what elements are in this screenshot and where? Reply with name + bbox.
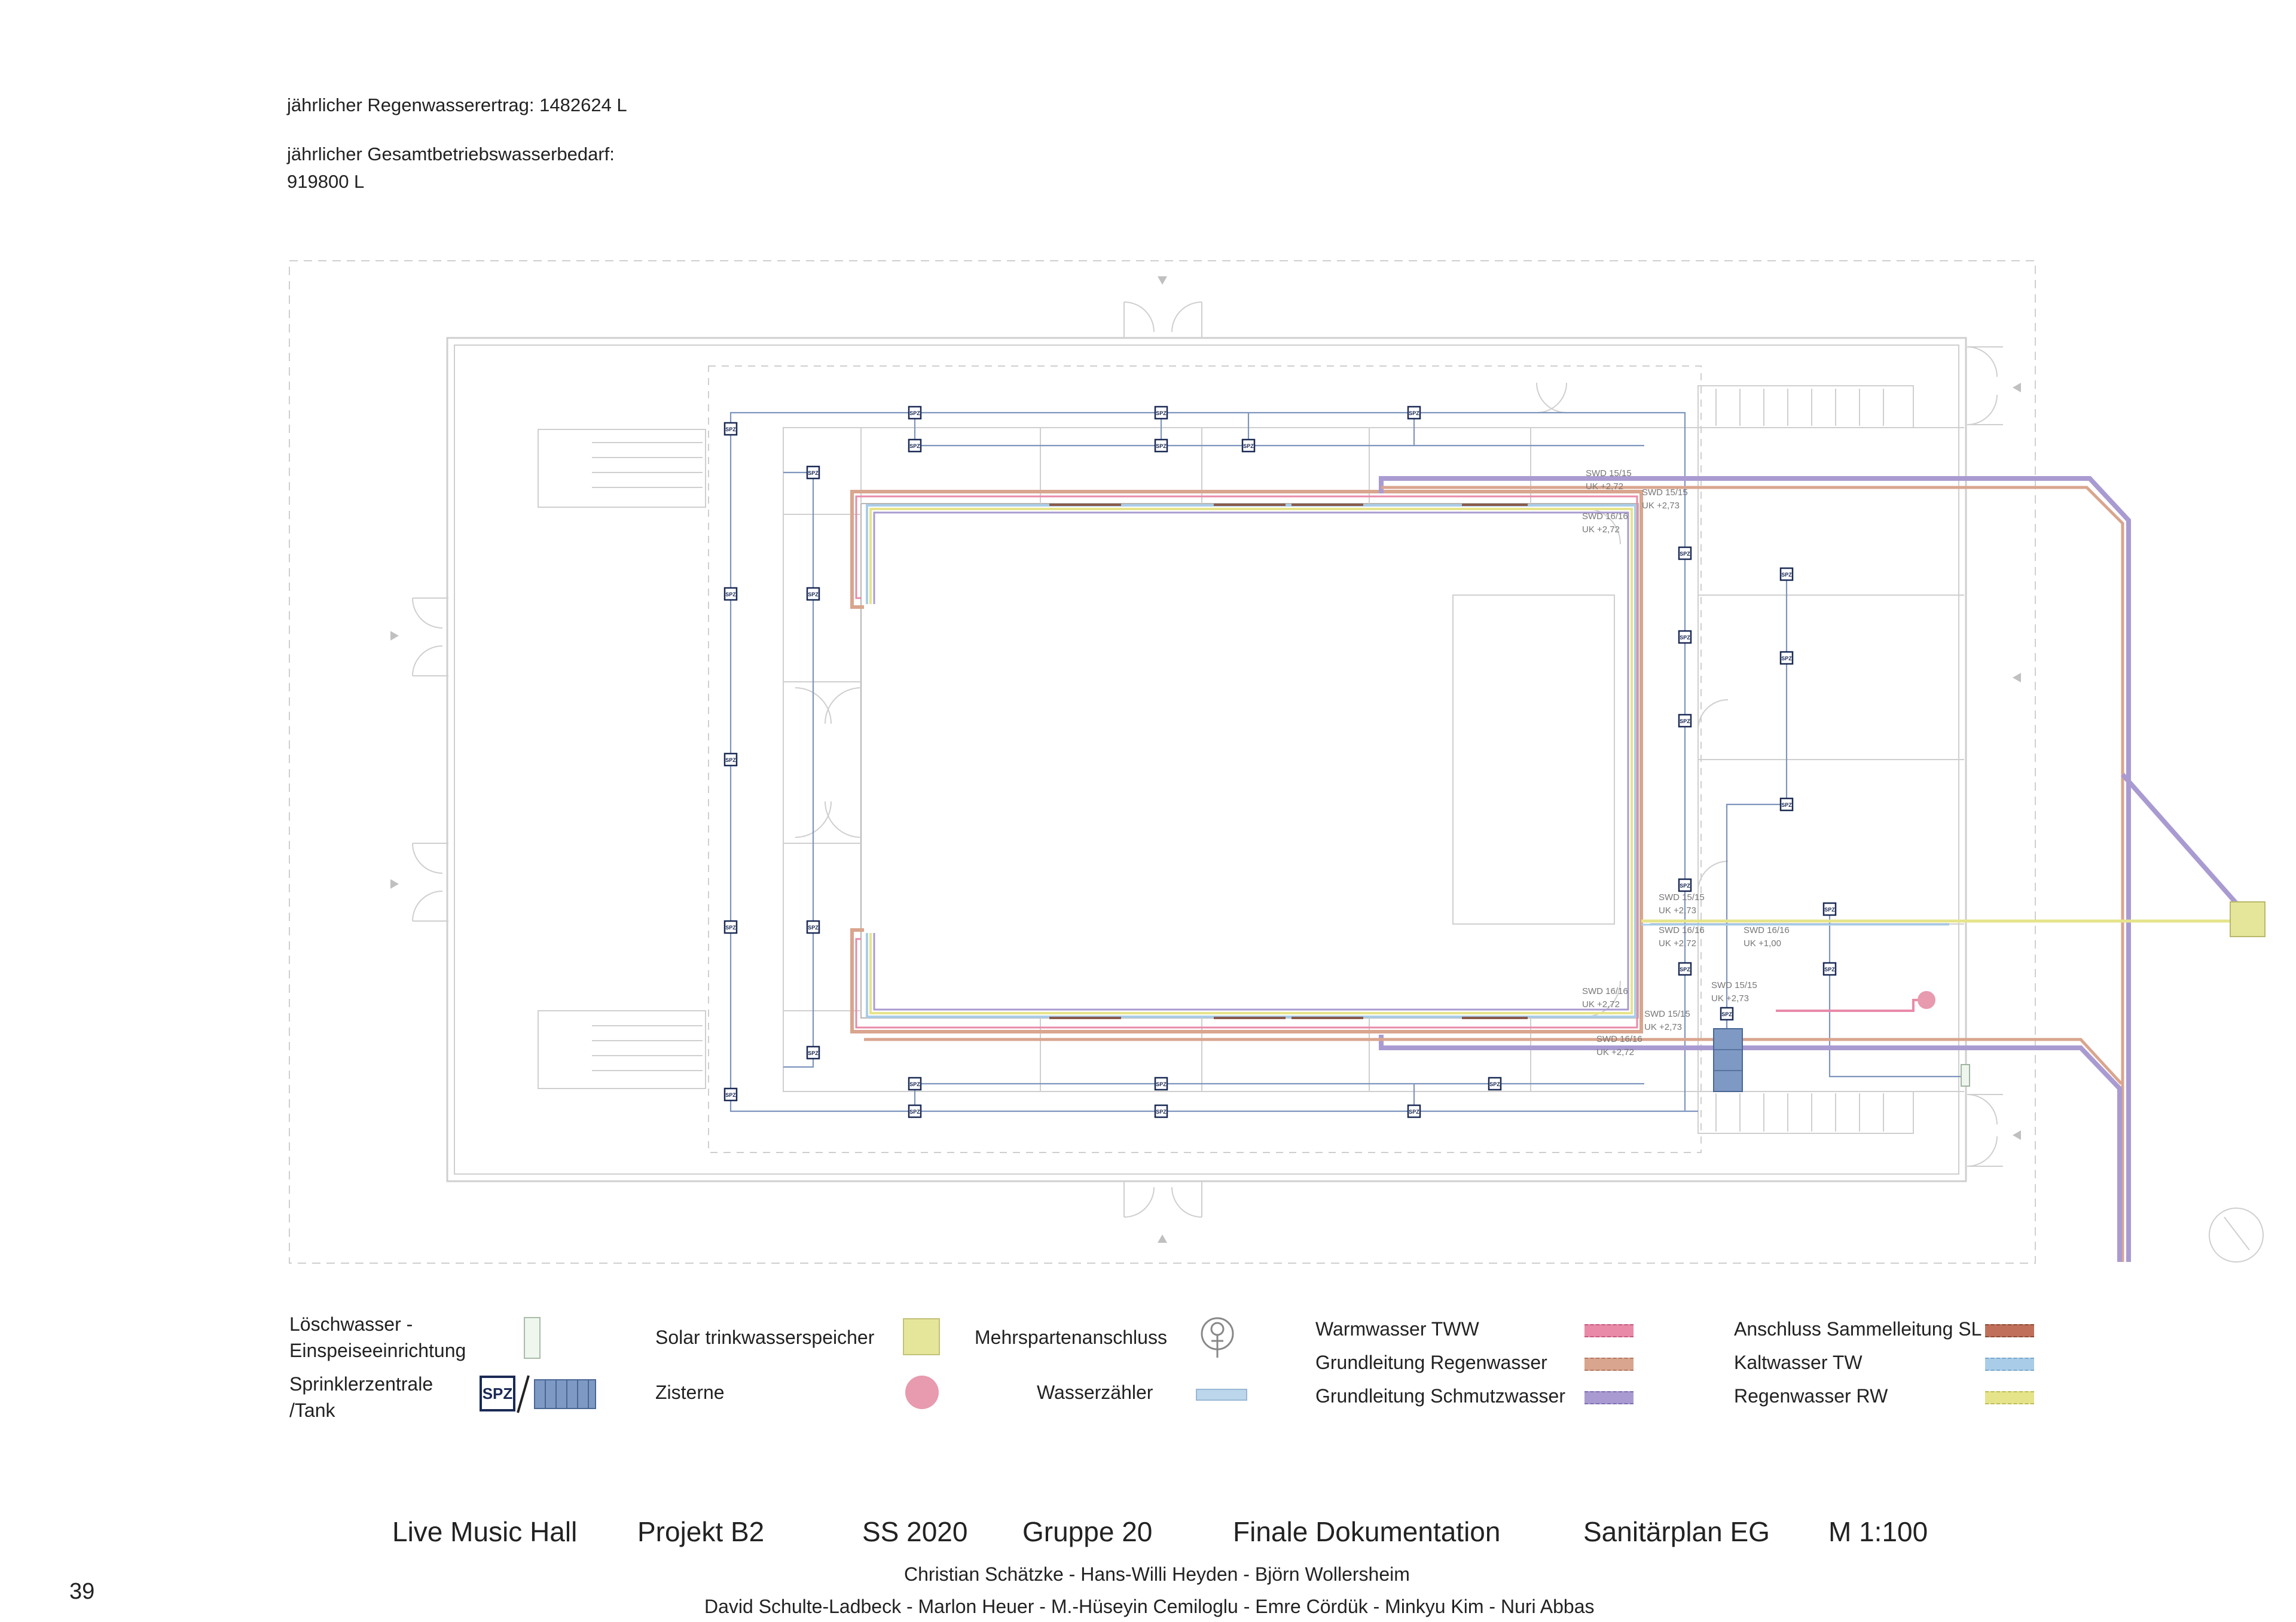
spz-marker-label: SPZ (1243, 443, 1254, 449)
demand-label: jährlicher Gesamtbetriebswasserbedarf: (287, 144, 615, 164)
legend-wasserzaehler: Wasserzähler (1037, 1382, 1153, 1403)
solar-swatch (903, 1318, 940, 1355)
legend-mehrsparten: Mehrspartenanschluss (975, 1327, 1167, 1348)
spz-marker-label: SPZ (1156, 443, 1167, 449)
warmwasser-swatch (1584, 1324, 1634, 1337)
corridor-outer (783, 428, 1698, 1092)
legend-warmwasser: Warmwasser TWW (1315, 1318, 1479, 1340)
sprinkler-tank-symbol (1714, 1029, 1742, 1092)
plan-name: Sanitärplan EG (1583, 1516, 1770, 1547)
water-meter-swatch (1196, 1389, 1247, 1401)
spz-marker-label: SPZ (725, 426, 736, 432)
schmutzwasser-swatch (1584, 1391, 1634, 1404)
pipe-label: SWD 15/15 (1586, 468, 1632, 478)
scale: M 1:100 (1828, 1516, 1928, 1547)
slash-divider (514, 1373, 532, 1415)
spz-marker-label: SPZ (1680, 635, 1690, 641)
demand-value: 919800 L (287, 171, 365, 192)
spz-marker-label: SPZ (1409, 410, 1419, 416)
legend-regenwasser-rw: Regenwasser RW (1734, 1385, 1888, 1407)
fire-water-inlet-symbol (1961, 1065, 1970, 1086)
spz-marker-label: SPZ (808, 925, 819, 931)
sammelleitung-swatch (1985, 1324, 2034, 1337)
spz-marker-label: SPZ (808, 470, 819, 476)
spz-marker-label: SPZ (1781, 655, 1792, 661)
regenwasser-rw-swatch (1985, 1391, 2034, 1404)
spz-marker-label: SPZ (1721, 1011, 1732, 1017)
pipe-label: UK +2,73 (1711, 993, 1749, 1004)
pipe-label: SWD 16/16 (1596, 1034, 1642, 1044)
legend-zisterne: Zisterne (655, 1382, 725, 1403)
page-number: 39 (69, 1579, 95, 1604)
spz-marker-label: SPZ (1824, 907, 1835, 913)
pipe-label: SWD 15/15 (1644, 1009, 1690, 1019)
spz-marker-label: SPZ (1156, 410, 1167, 416)
group: Gruppe 20 (1022, 1516, 1153, 1547)
stage (1453, 595, 1614, 924)
spz-marker-label: SPZ (1680, 967, 1690, 972)
pipe-label: UK +2,73 (1659, 905, 1696, 916)
project-name: Live Music Hall (392, 1516, 578, 1547)
spz-marker-label: SPZ (1781, 572, 1792, 578)
semester: SS 2020 (862, 1516, 968, 1547)
pipe-label: UK +2,73 (1644, 1022, 1682, 1032)
multi-utility-icon (1196, 1315, 1239, 1362)
spz-marker-label: SPZ (1409, 1109, 1419, 1115)
pipe-label: UK +2,72 (1586, 481, 1623, 492)
legend-solar: Solar trinkwasserspeicher (655, 1327, 875, 1348)
cistern-swatch (905, 1376, 939, 1409)
rain-yield-text: jährlicher Regenwasserertrag: 1482624 L (287, 94, 627, 115)
tutors: Christian Schätzke - Hans-Willi Heyden - Björn Wollersheim (904, 1563, 1410, 1585)
spz-marker-label: SPZ (1680, 551, 1690, 557)
cistern-symbol (1918, 991, 1935, 1009)
fire-water-inlet-swatch (524, 1317, 541, 1359)
spz-marker-label: SPZ (1156, 1081, 1167, 1087)
legend-regenwasser-grund: Grundleitung Regenwasser (1315, 1352, 1547, 1373)
spz-marker-label: SPZ (1680, 883, 1690, 889)
pipe-label: SWD 15/15 (1659, 892, 1705, 903)
pipe-label: UK +2,73 (1642, 501, 1680, 511)
spz-marker-label: SPZ (909, 410, 920, 416)
solar-storage-symbol (2230, 902, 2265, 937)
pipe-label: SWD 15/15 (1642, 487, 1688, 498)
legend-sprinkler-2: /Tank (289, 1400, 335, 1421)
legend-sprinkler-1: Sprinklerzentrale (289, 1373, 433, 1395)
hall-wall (861, 504, 1638, 1018)
spz-marker-label: SPZ (1156, 1109, 1167, 1115)
legend-kaltwasser: Kaltwasser TW (1734, 1352, 1863, 1373)
pipe-label: UK +1,00 (1744, 938, 1781, 949)
pipe-label: UK +2,72 (1596, 1047, 1634, 1057)
pipe-label: UK +2,72 (1582, 999, 1620, 1010)
spz-marker-label: SPZ (1824, 967, 1835, 972)
spz-marker-label: SPZ (725, 925, 736, 931)
spz-marker-label: SPZ (1489, 1081, 1500, 1087)
spz-marker-label: SPZ (1781, 802, 1792, 808)
pipe-label: UK +2,72 (1659, 938, 1696, 949)
pipe-label: SWD 16/16 (1659, 925, 1705, 935)
legend-schmutzwasser: Grundleitung Schmutzwasser (1315, 1385, 1565, 1407)
pipe-label: SWD 16/16 (1582, 511, 1628, 522)
spz-marker-label: SPZ (909, 443, 920, 449)
spz-marker-label: SPZ (808, 1050, 819, 1056)
project-code: Projekt B2 (637, 1516, 765, 1547)
sprinkler-tank-swatch (534, 1379, 596, 1409)
spz-marker-label: SPZ (1680, 718, 1690, 724)
inner-zone (709, 366, 1701, 1153)
pipe-label: SWD 16/16 (1744, 925, 1790, 935)
kaltwasser-swatch (1985, 1358, 2034, 1371)
students: David Schulte-Ladbeck - Marlon Heuer - M.-Hüseyin Cemiloglu - Emre Cördük - Minkyu Kim - Nuri Abbas (704, 1596, 1595, 1617)
legend-loeschwasser-2: Einspeiseeinrichtung (289, 1340, 466, 1361)
spz-marker-label: SPZ (808, 592, 819, 597)
pipe-label: SWD 15/15 (1711, 980, 1757, 990)
legend-loeschwasser-1: Löschwasser - (289, 1313, 413, 1335)
legend-sammelleitung: Anschluss Sammelleitung SL (1734, 1318, 1982, 1340)
spz-marker-label: SPZ (725, 1092, 736, 1098)
spz-marker-label: SPZ (725, 592, 736, 597)
spz-marker-label: SPZ (725, 757, 736, 763)
pipe-label: UK +2,72 (1582, 525, 1620, 535)
document-type: Finale Dokumentation (1233, 1516, 1501, 1547)
regenwasser-grund-swatch (1584, 1358, 1634, 1371)
spz-legend-icon: SPZ (480, 1376, 515, 1411)
spz-marker-label: SPZ (909, 1081, 920, 1087)
pipe-label: SWD 16/16 (1582, 986, 1628, 996)
spz-marker-label: SPZ (909, 1109, 920, 1115)
